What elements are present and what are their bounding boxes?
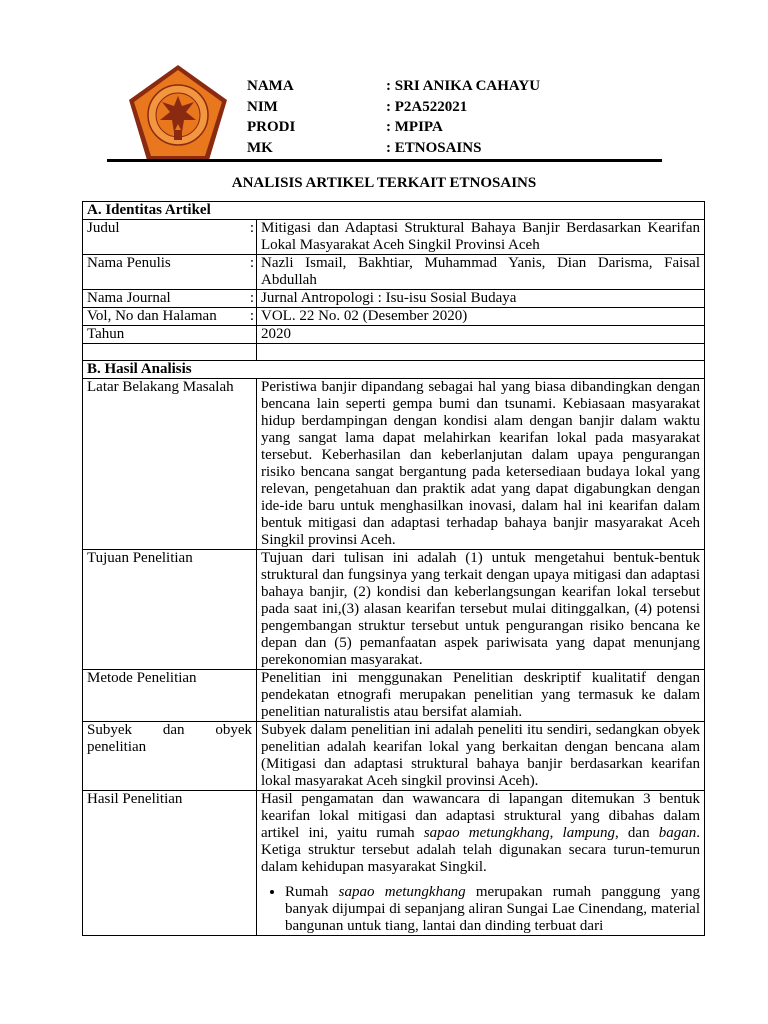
- section-b-heading-row: [83, 361, 705, 379]
- document-title: ANALISIS ARTIKEL TERKAIT ETNOSAINS: [231, 175, 537, 191]
- journal-year: 2020: [257, 326, 705, 344]
- hasil-text: [261, 791, 700, 876]
- row-label: Latar Belakang Masalah: [83, 379, 257, 550]
- row-label: Tahun: [83, 326, 245, 344]
- info-row-mk: [247, 138, 540, 159]
- table-row: [83, 670, 705, 722]
- term-italic: sapao metungkhang: [423, 825, 550, 841]
- student-info: [247, 76, 540, 158]
- info-row-nim: [247, 97, 540, 118]
- journal-name: Jurnal Antropologi : Isu-isu Sosial Budaya: [257, 290, 705, 308]
- table-row: [83, 290, 705, 308]
- row-label-line: Subyek dan obyek: [87, 722, 252, 738]
- section-a-heading: A. Identitas Artikel: [83, 202, 705, 220]
- table-row: [83, 220, 705, 255]
- row-label: Judul: [83, 220, 245, 255]
- university-logo: [124, 62, 232, 166]
- row-label: Nama Journal: [83, 290, 245, 308]
- empty-cell: [257, 344, 705, 361]
- term-italic: sapao metungkhang: [338, 884, 466, 900]
- row-label: Metode Penelitian: [83, 670, 257, 722]
- table-row: [83, 722, 705, 791]
- row-colon: :: [245, 255, 257, 290]
- info-value: : P2A522021: [386, 98, 468, 115]
- table-row: [83, 379, 705, 550]
- row-colon: [245, 326, 257, 344]
- term-italic: bagan: [658, 825, 697, 841]
- info-row-prodi: [247, 117, 540, 138]
- info-label: PRODI: [247, 119, 296, 135]
- row-label-line: penelitian: [87, 739, 147, 755]
- row-colon: :: [245, 220, 257, 255]
- info-label: NAMA: [247, 78, 294, 94]
- info-value: : MPIPA: [386, 119, 443, 135]
- text-run: . Ketiga struktur tersebut adalah telah digunakan secara turun-temurun dalam kehidupan masyarakat Singkil.: [261, 825, 700, 875]
- text-run: Rumah: [285, 884, 339, 900]
- row-label: Tujuan Penelitian: [83, 550, 257, 670]
- bullet-list: [261, 884, 700, 935]
- article-title: Mitigasi dan Adaptasi Struktural Bahaya Banjir Berdasarkan Kearifan Lokal Masyarakat Aceh Singkil Provinsi Aceh: [257, 220, 705, 255]
- row-label: Hasil Penelitian: [83, 791, 257, 936]
- row-label: Nama Penulis: [83, 255, 245, 290]
- table-row: [83, 308, 705, 326]
- table-row: [83, 791, 705, 936]
- hasil-cell: [257, 791, 705, 936]
- header-divider: [107, 159, 662, 162]
- metode-text: Penelitian ini menggunakan Penelitian deskriptif kualitatif dengan pendekatan etnografi merupakan penelitian yang termasuk ke dalam penelitian naturalistis atau bersifat alamiah.: [257, 670, 705, 722]
- table-row: [83, 550, 705, 670]
- row-colon: :: [245, 308, 257, 326]
- info-label: MK: [247, 139, 273, 156]
- text-run: ,: [549, 825, 563, 841]
- section-b-heading: B. Hasil Analisis: [83, 361, 705, 379]
- list-item: [285, 884, 700, 935]
- text-run: Hasil pengamatan dan wawancara di lapangan ditemukan 3 bentuk kearifan lokal mitigasi dan adaptasi struktural yang dibahas dalam artikel ini, yaitu rumah: [261, 791, 700, 841]
- row-colon: :: [245, 290, 257, 308]
- latar-belakang-text: Peristiwa banjir dipandang sebagai hal yang biasa dibandingkan dengan bencana lain seperti gempa bumi dan tsunami. Kebiasaan masyarakat hidup berdampingan dengan kondisi alam dengan banjir dalam waktu yang sangat lama dapat melahirkan kearifan lokal pada masyarakat tersebut. Keberhasilan dan keberlanjutan dalam upaya pengurangan risiko bencana sangat bergantung pada ketersediaan budaya lokal yang relevan, pengetahuan dan praktik adat yang dapat digabungkan dengan ide-ide baru untuk menghasilkan inovasi, dalam hal ini kearifan dalam bentuk mitigasi dan adaptasi terhadap bahaya banjir masyarakat Aceh Singkil provinsi Aceh.: [257, 379, 705, 550]
- tujuan-text: Tujuan dari tulisan ini adalah (1) untuk mengetahui bentuk-bentuk struktural dan fungsinya yang terkait dengan upaya mitigasi dan adaptasi bahaya banjir, (2) kondisi dan keberlangsungan kearifan lokal tersebut pada saat ini,(3) alasan kearifan tersebut mulai ditinggalkan, (4) potensi pengembangan struktur tersebut untuk pengurangan risiko bencana ke depan dan (5) pemanfaatan aspek pariwisata yang dapat menunjang perekonomian masyarakat.: [257, 550, 705, 670]
- term-italic: lampung: [562, 825, 616, 841]
- info-label: NIM: [247, 98, 278, 115]
- subyek-text: Subyek dalam penelitian ini adalah peneliti itu sendiri, sedangkan obyek penelitian adalah kearifan lokal yang berkaitan dengan bencana alam (Mitigasi dan adaptasi struktural bahaya banjir berdasarkan kearifan lokal masyarakat Aceh singkil provinsi Aceh).: [257, 722, 705, 791]
- section-a-heading-row: [83, 202, 705, 220]
- text-run: , dan: [615, 825, 659, 841]
- table-row: [83, 255, 705, 290]
- row-label: [83, 722, 257, 791]
- info-row-nama: [247, 76, 540, 97]
- spacer-row: [83, 344, 705, 361]
- analysis-table: [82, 201, 705, 936]
- article-authors: Nazli Ismail, Bakhtiar, Muhammad Yanis, Dian Darisma, Faisal Abdullah: [257, 255, 705, 290]
- info-value: : ETNOSAINS: [386, 139, 482, 156]
- row-label: Vol, No dan Halaman: [83, 308, 245, 326]
- table-row: [83, 326, 705, 344]
- empty-cell: [83, 344, 257, 361]
- journal-volume: VOL. 22 No. 02 (Desember 2020): [257, 308, 705, 326]
- info-value: : SRI ANIKA CAHAYU: [386, 78, 541, 94]
- text-run: merupakan rumah panggung yang banyak dijumpai di sepanjang aliran Sungai Lae Cinendang, material bangunan untuk tiang, lantai dan dinding terbuat dari: [285, 884, 700, 934]
